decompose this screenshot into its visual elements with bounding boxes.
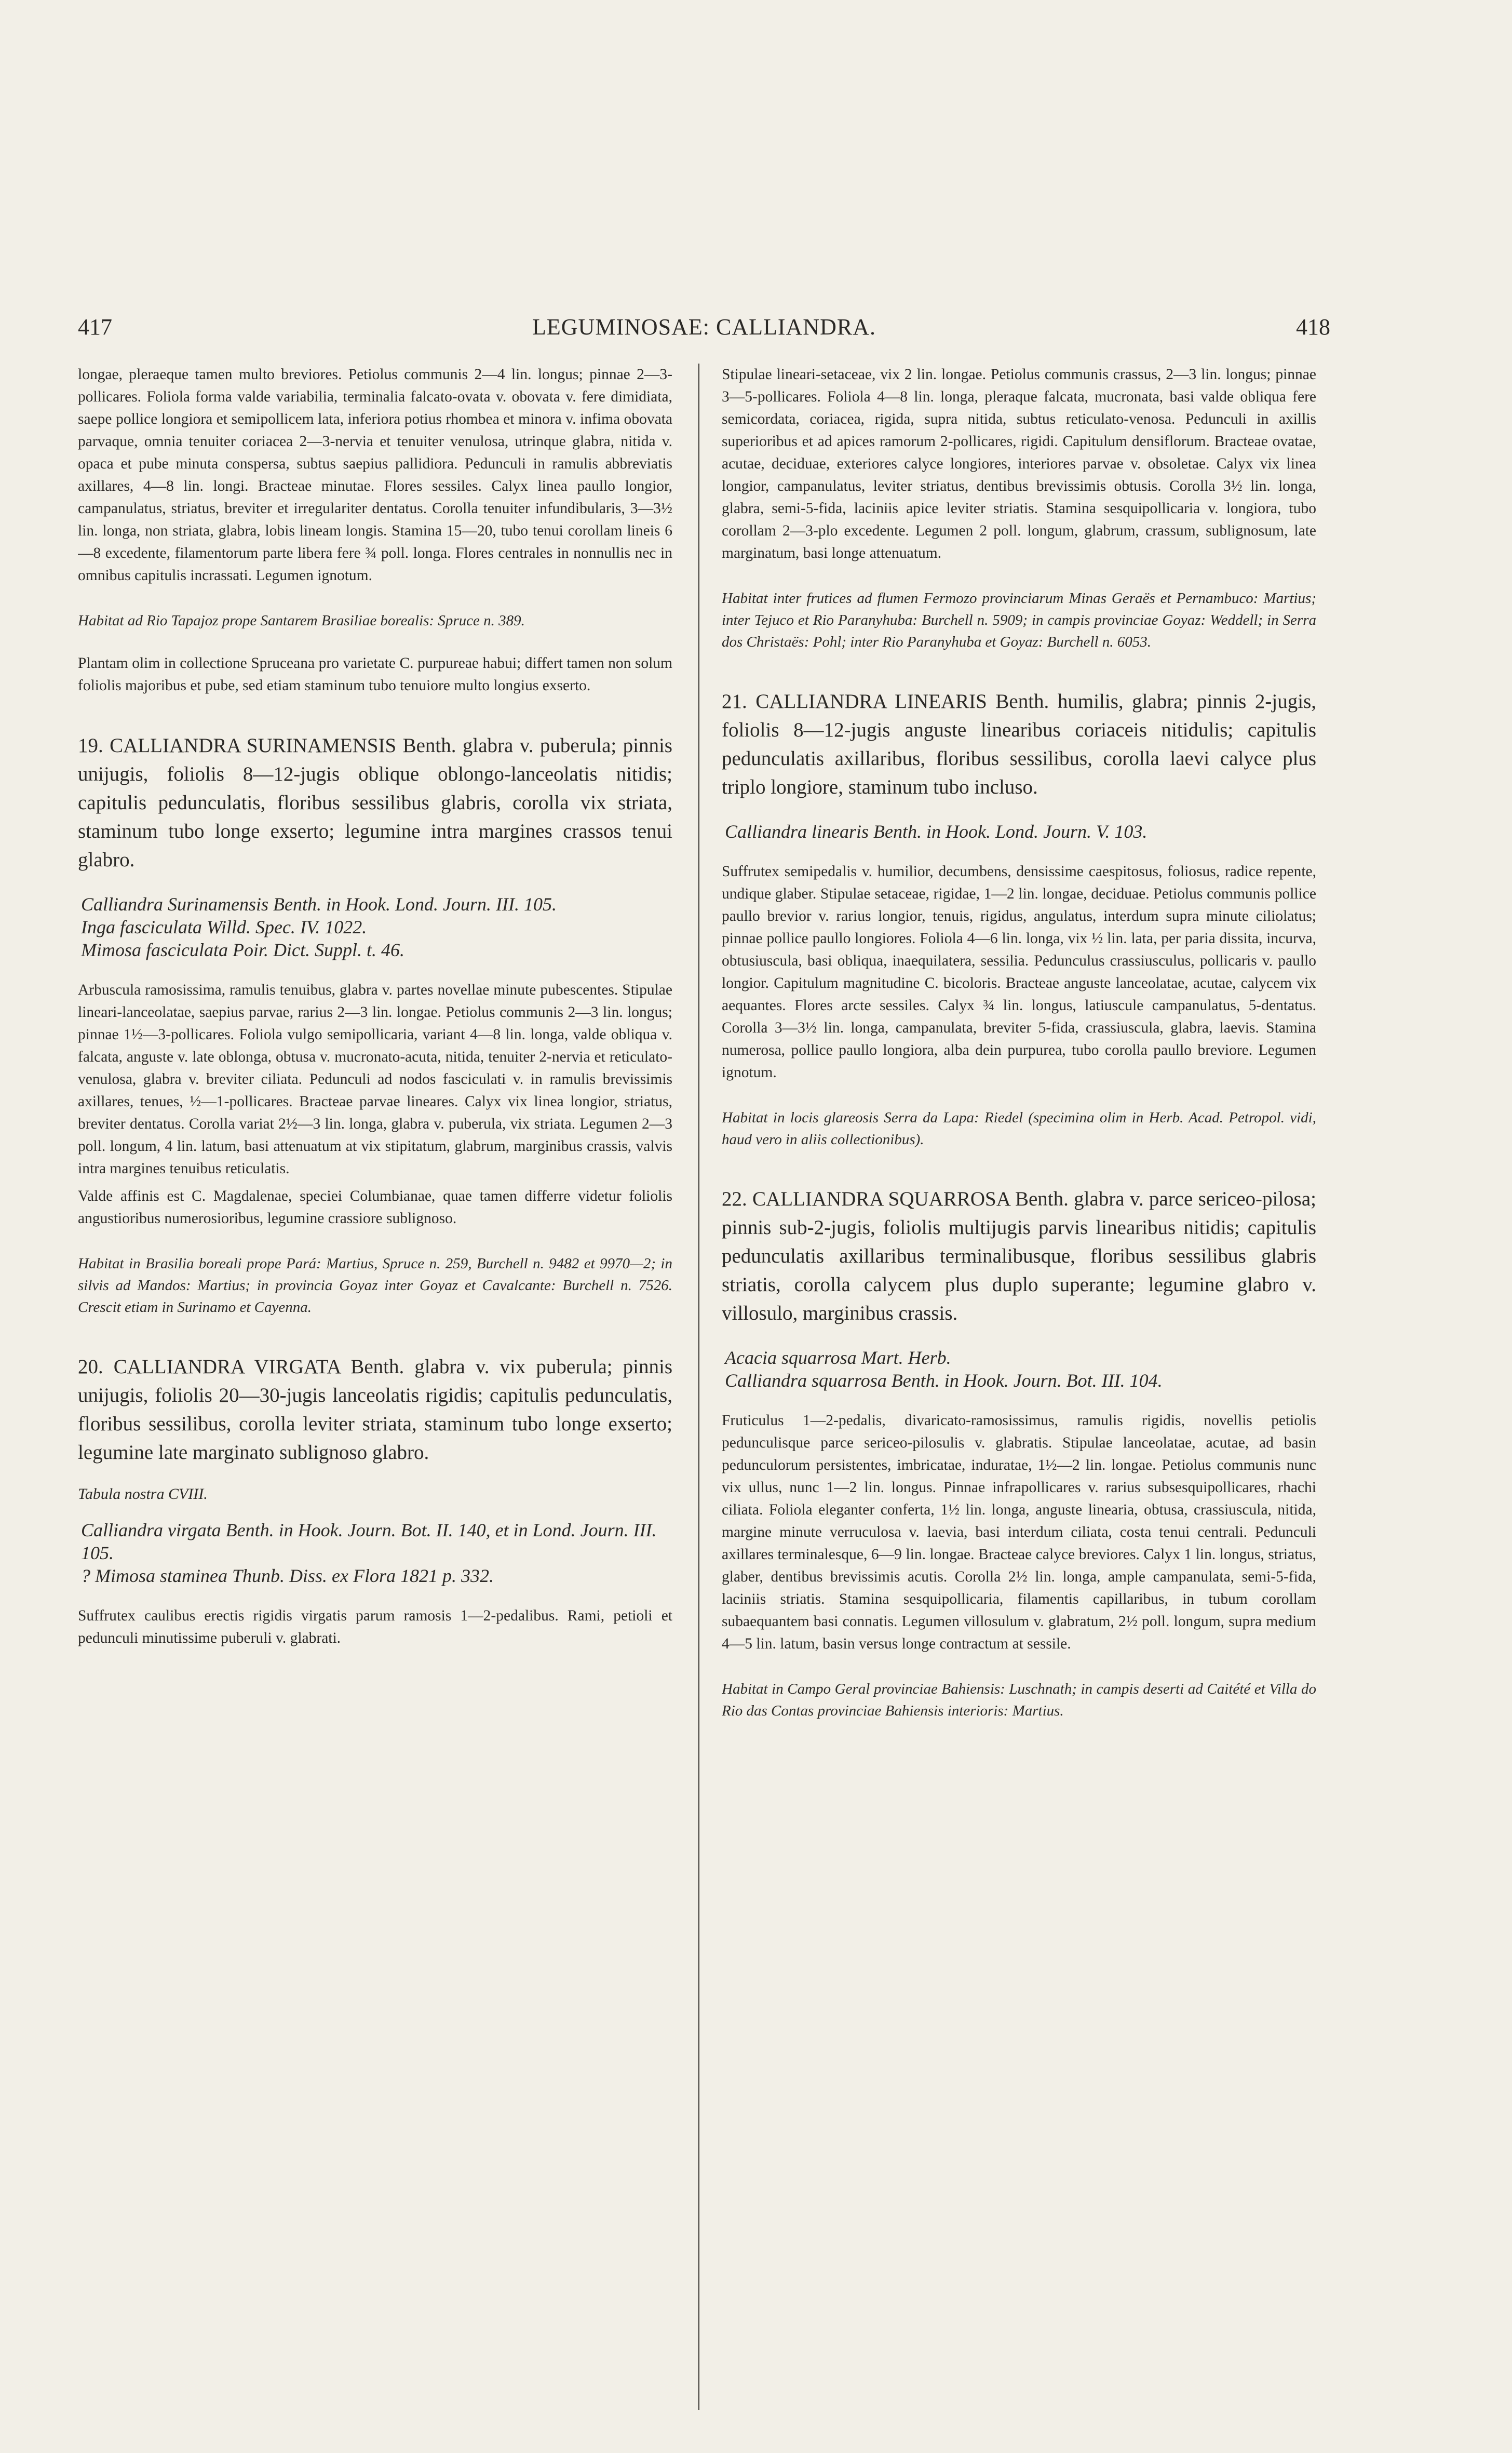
- description-20-continued: Stipulae lineari-setaceae, vix 2 lin. longae. Petiolus communis crassus, 2—3 lin. longus; pinnae 3—5-pollicares. Foliola 4—8 lin. longa, pleraque falcata, mucronata, basi valde obliqua fere semicordata, coriacea, rigida, supra nitida, subtus reticulato-venosa. Pedunculi in axillis superioribus et ad apices ramorum 2-pollicares, rigidi. Capitulum densiflorum. Bracteae ovatae, acutae, deciduae, exteriores calyce longiores, interiores parvae v. obsoletae. Calyx vix linea longior, campanulatus, leviter striatus, dentibus brevissimis obtusis. Corolla 3½ lin. longa, glabra, semi-5-fida, laciniis apice leviter striatis. Stamina sesquipollicaria v. longiora, tubo corollam 2—3-plo excedente. Legumen 2 poll. longum, glabrum, crassum, sublignosum, late marginatum, basi longe attenuatum.: [722, 366, 1316, 561]
- synonym-line: Mimosa fasciculata Poir. Dict. Suppl. t. 46.: [81, 940, 404, 960]
- habitat-20: Habitat inter frutices ad flumen Fermozo provinciarum Minas Geraës et Pernambuco: Martius; inter Tejuco et Rio Paranyhuba: Burchell n. 5909; in campis provinciae Goyaz: Weddell; in Serra dos Christaës: Pohl; inter Rio Paranyhuba et Goyaz: Burchell n. 6053.: [722, 590, 1316, 650]
- habitat-21: Habitat in locis glareosis Serra da Lapa: Riedel (specimina olim in Herb. Acad. Petropol. vidi, haud vero in aliis collectionibus).: [722, 1109, 1316, 1148]
- habitat-note: Habitat ad Rio Tapajoz prope Santarem Brasiliae borealis: Spruce n. 389.: [78, 612, 525, 629]
- species-heading-19: 19. CALLIANDRA SURINAMENSIS Benth. glabra v. puberula; pinnis unijugis, foliolis 8—12-jugis oblique oblongo-lanceolatis nitidis; capitulis pedunculatis, floribus sessilibus glabris, corolla vix striata, staminum tubo longe exserto; legumine intra margines crassos tenui glabro.: [78, 734, 672, 871]
- synonym-line: Acacia squarrosa Mart. Herb.: [725, 1347, 951, 1368]
- synonym-line: Inga fasciculata Willd. Spec. IV. 1022.: [81, 917, 367, 937]
- synonym-line: ? Mimosa staminea Thunb. Diss. ex Flora 1821 p. 332.: [81, 1565, 494, 1586]
- description-21: Suffrutex semipedalis v. humilior, decumbens, densissime caespitosus, foliosus, radice repente, undique glaber. Stipulae setaceae, rigidae, 1—2 lin. longae, deciduae. Petiolus communis pollice paullo brevior v. rarius longior, tenuis, rigidus, angulatus, interdum supra minute ciliolatus; pinnae pollice paullo longiores. Foliola 4—6 lin. longa, vix ½ lin. lata, per paria dissita, incurva, obtusiuscula, basi obliqua, inaequilatera, sessilia. Pedunculus crassiusculus, pollicaris v. paullo longior. Capitulum magnitudine C. bicoloris. Bracteae anguste lanceolatae, acutae, calycem vix aequantes. Flores arcte sessiles. Calyx ¾ lin. longus, latiuscule campanulatus, 5-dentatus. Corolla 3—3½ lin. longa, campanulata, breviter 5-fida, crassiuscula, glabra, laevis. Stamina numerosa, pollice paullo longiora, alba dein purpurea, tubo corolla paullo breviore. Legumen ignotum.: [722, 863, 1316, 1081]
- synonyms-20: [78, 1519, 672, 1587]
- right-column: [722, 364, 1316, 2415]
- running-title: LEGUMINOSAE: CALLIANDRA.: [532, 314, 876, 340]
- synonyms-19: [78, 893, 672, 961]
- page-header: [78, 312, 1330, 348]
- left-column: [78, 364, 672, 2415]
- page-number-left: 417: [78, 314, 112, 340]
- plate-reference: Tabula nostra CVIII.: [78, 1485, 208, 1503]
- species-heading-22: 22. CALLIANDRA SQUARROSA Benth. glabra v. parce sericeo-pilosa; pinnis sub-2-jugis, foliolis multijugis parvis linearibus nitidis; capitulis pedunculatis axillaribus terminalibusque, floribus sessilibus glabris striatis, corolla calycem plus duplo superante; legumine glabro v. villosulo, marginibus crassis.: [722, 1188, 1316, 1324]
- synonym-line: Calliandra virgata Benth. in Hook. Journ. Bot. II. 140, et in Lond. Journ. III. 105.: [81, 1520, 657, 1563]
- page-number-right: 418: [1296, 314, 1330, 340]
- description-19: Arbuscula ramosissima, ramulis tenuibus, glabra v. partes novellae minute pubescentes. Stipulae lineari-lanceolatae, saepius parvae, rarius 2—3 lin. longae. Petiolus communis 2—3 lin. longus; pinnae 1½—3-pollicares. Foliola vulgo semipollicaria, variant 4—8 lin. longa, valde obliqua v. falcata, anguste v. late oblonga, obtusa v. mucronato-acuta, nitida, tenuiter 2-nervia et reticulato-venulosa, glabra v. breviter ciliata. Pedunculi ad nodos fasciculati v. in ramulis brevissimis axillares, tenues, ½—1-pollicares. Bracteae parvae lineares. Calyx vix lineа longior, striatus, breviter dentatus. Corolla variat 2½—3 lin. longa, glabra v. puberula, vix striata. Legumen 2—3 poll. longum, 4 lin. latum, basi attenuatum at vix stipitatum, glabrum, marginibus crassis, valvis intra margines tenuibus reticulatis.: [78, 982, 672, 1177]
- species-heading-20: 20. CALLIANDRA VIRGATA Benth. glabra v. vix puberula; pinnis unijugis, foliolis 20—30-jugis lanceolatis rigidis; capitulis pedunculatis, floribus sessilibus, corolla leviter striata, staminum tubo longe exserto; legumine late marginato sublignoso glabro.: [78, 1356, 672, 1464]
- synonym-line: Calliandra linearis Benth. in Hook. Lond. Journ. V. 103.: [725, 821, 1148, 842]
- species-heading-21: 21. CALLIANDRA LINEARIS Benth. humilis, glabra; pinnis 2-jugis, foliolis 8—12-jugis anguste linearibus coriaceis nitidulis; capitulis pedunculatis axillaribus, floribus sessilibus, corolla laevi calyce plus triplo longiore, staminum tubo incluso.: [722, 690, 1316, 798]
- habitat-22: Habitat in Campo Geral provinciae Bahiensis: Luschnath; in campis deserti ad Caitété et Villa do Rio das Contas provinciae Bahiensis interioris: Martius.: [722, 1681, 1316, 1719]
- description-22: Fruticulus 1—2-pedalis, divaricato-ramosissimus, ramulis rigidis, novellis petiolis pedunculisque parce sericeo-pilosulis v. glabratis. Stipulae lanceolatae, acutae, ad basin pedunculorum persistentes, imbricatae, induratae, 1½—2 lin. longae. Petiolus communis nunc vix ullus, nunc 1—2 lin. longus. Pinnae infrapollicares v. rarius subsesquipollicares, rhachi ciliata. Foliola eleganter conferta, 1½ lin. longa, anguste linearia, obtusa, crassiuscula, nitida, margine minute verruculosa v. laevia, basi interdum ciliata, costa tenui centrali. Pedunculi axillares terminalesque, 6—9 lin. longae. Bracteae calyce breviores. Calyx 1 lin. longus, striatus, glaber, dentibus brevissimis acutis. Corolla 2½ lin. longa, ample campanulata, semi-5-fida, laciniis striatis. Stamina sesquipollicaria, filamentis capillaribus, in tubum corollam subaequantem basi connatis. Legumen villosulum v. glabratum, 2½ poll. longum, supra medium 4—5 lin. latum, basin versus longe contractum at sessile.: [722, 1412, 1316, 1652]
- remark-paragraph: Plantam olim in collectione Spruceana pro varietate C. purpureae habui; differt tamen non solum foliolis majoribus et pube, sed etiam staminum tubo tenuiore multo longius exserto.: [78, 655, 672, 694]
- description-20: Suffrutex caulibus erectis rigidis virgatis parum ramosis 1—2-pedalibus. Rami, petioli et pedunculi minutissime puberuli v. glabrati.: [78, 1607, 672, 1646]
- description-continued: longae, pleraeque tamen multo breviores. Petiolus communis 2—4 lin. longus; pinnae 2—3-pollicares. Foliola forma valde variabilia, terminalia falcato-ovata v. obovata v. fere dimidiata, saepe pollice longiora et semipollicem lata, inferiora potius rhombea et minora v. infima obovata parvaque, omnia tenuiter coriacea 2—3-nervia et tenuiter venulosa, utrinque glabra, nitida v. opaca et pube minuta conspersa, subtus saepius pallidiora. Pedunculi in ramulis abbreviatis axillares, 4—8 lin. longi. Bracteae minutae. Flores sessiles. Calyx linea paullo longior, campanulatus, striatus, breviter et irregulariter dentatus. Corolla tenuiter infundibularis, 3—3½ lin. longa, non striata, glabra, lobis lineam longis. Stamina 15—20, tubo tenui corollam lineis 6—8 excedente, filamentorum parte libera fere ¾ poll. longa. Flores centrales in nonnullis nec in omnibus capitulis incrassati. Legumen ignotum.: [78, 366, 672, 584]
- habitat-19: Habitat in Brasilia boreali prope Pará: Martius, Spruce n. 259, Burchell n. 9482 et 9970—2; in silvis ad Mandos: Martius; in provincia Goyaz inter Goyaz et Cavalcante: Burchell n. 7526. Crescit etiam in Surinamo et Cayenna.: [78, 1255, 672, 1316]
- synonym-line: Calliandra squarrosa Benth. in Hook. Journ. Bot. III. 104.: [725, 1370, 1163, 1391]
- remark-19: Valde affinis est C. Magdalenae, speciei Columbianae, quae tamen differre videtur foliolis angustioribus numerosioribus, legumine crassiore sublignoso.: [78, 1188, 672, 1227]
- synonym-line: Calliandra Surinamensis Benth. in Hook. Lond. Journ. III. 105.: [81, 894, 557, 915]
- synonyms-22: [722, 1346, 1316, 1392]
- synonyms-21: [722, 820, 1316, 843]
- column-divider: [698, 364, 699, 2410]
